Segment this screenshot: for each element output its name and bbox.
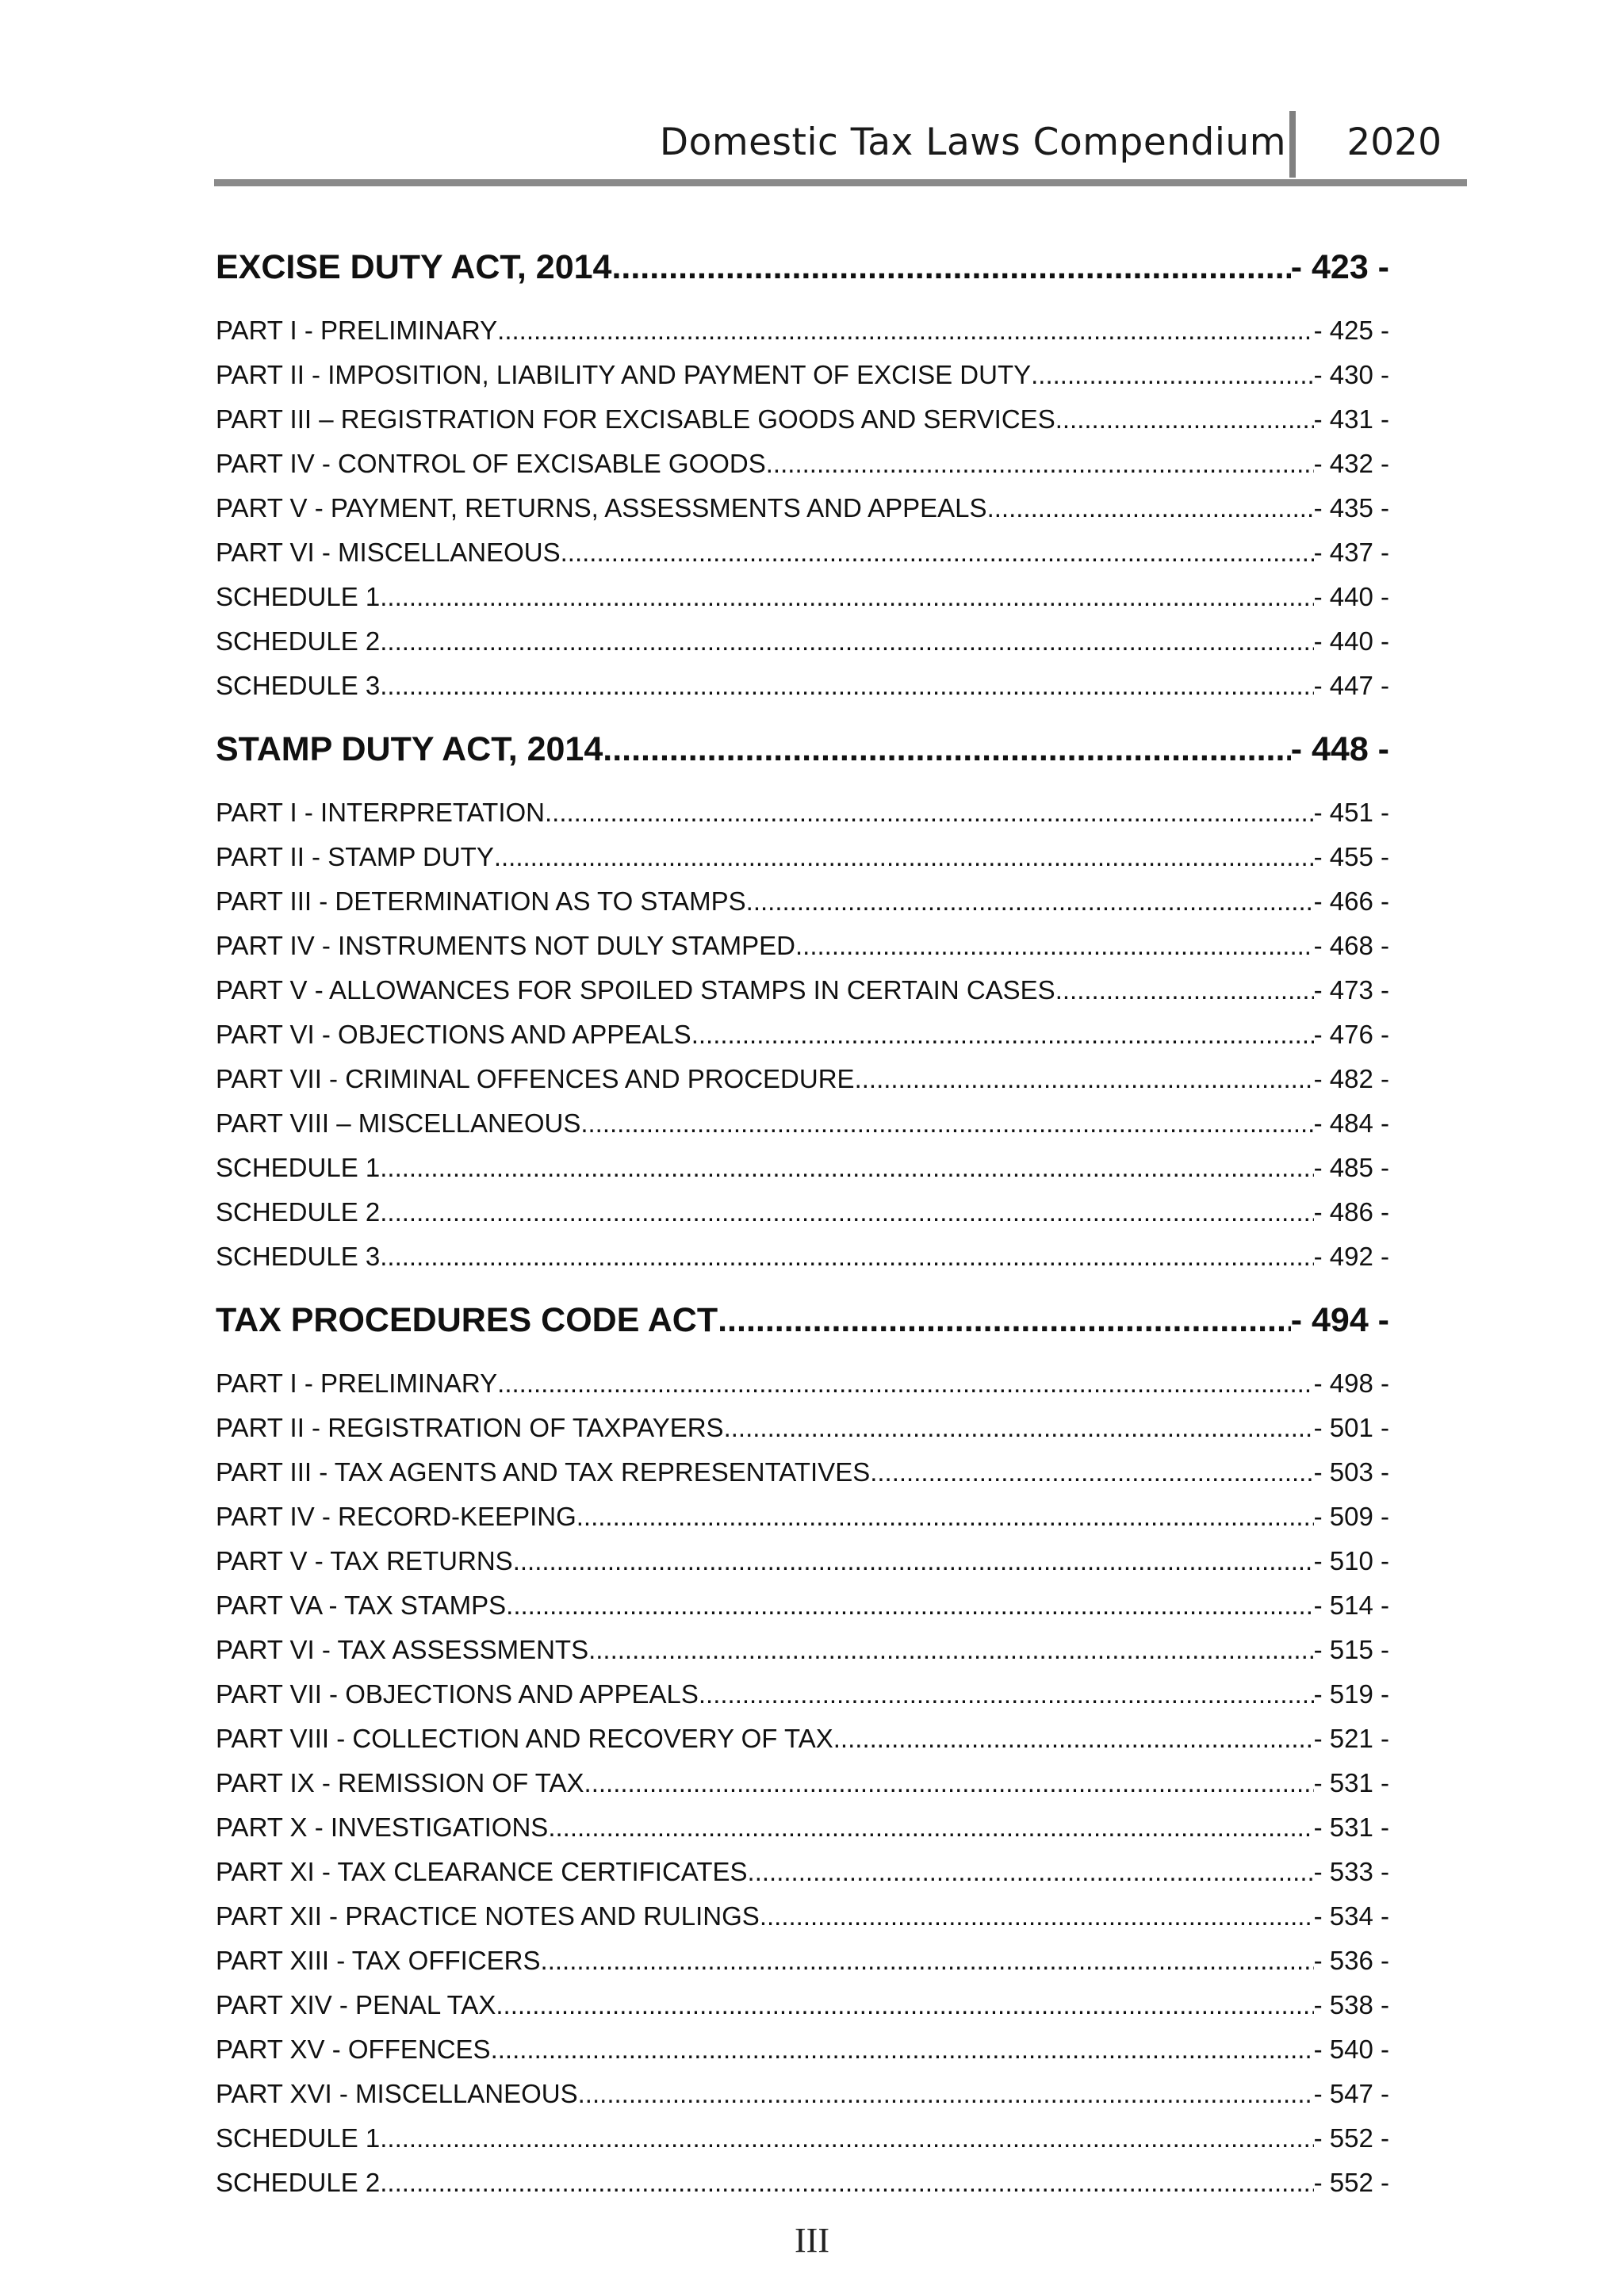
toc-entry[interactable] (216, 1057, 1389, 1101)
toc-entry-title: PART XII - PRACTICE NOTES AND RULINGS (216, 1901, 760, 1931)
toc-entry[interactable] (216, 1983, 1389, 2027)
dot-leader (380, 1190, 1313, 1235)
dot-leader (496, 1983, 1313, 2027)
dot-leader (870, 1450, 1313, 1495)
toc-entry-title: PART XI - TAX CLEARANCE CERTIFICATES (216, 1857, 748, 1886)
toc-entry-page: - 466 - (1313, 886, 1389, 916)
dot-leader (380, 2116, 1313, 2161)
toc-entry-page: - 485 - (1313, 1153, 1389, 1182)
toc-entry-title: PART IV - CONTROL OF EXCISABLE GOODS (216, 449, 766, 478)
dot-leader (578, 2072, 1314, 2116)
dot-leader (699, 1672, 1314, 1717)
toc-entry-page: - 547 - (1313, 2079, 1389, 2108)
toc-entry-title: SCHEDULE 2 (216, 1197, 381, 1227)
toc-entry-title: PART XIII - TAX OFFICERS (216, 1946, 541, 1975)
toc-section-heading[interactable] (216, 1279, 1389, 1361)
toc-entry-page: - 510 - (1313, 1546, 1389, 1575)
dot-leader (603, 708, 1290, 790)
toc-entry[interactable] (216, 1406, 1389, 1450)
toc-entry[interactable] (216, 1013, 1389, 1057)
toc-entry[interactable] (216, 2027, 1389, 2072)
dot-leader (855, 1057, 1314, 1101)
toc-entry-page: - 515 - (1313, 1635, 1389, 1664)
dot-leader (380, 619, 1313, 664)
toc-entry[interactable] (216, 1361, 1389, 1406)
toc-entry-page: - 484 - (1313, 1108, 1389, 1138)
toc-entry-page: - 533 - (1313, 1857, 1389, 1886)
dot-leader (513, 1539, 1314, 1583)
dot-leader (380, 1146, 1313, 1190)
toc-entry[interactable] (216, 1495, 1389, 1539)
dot-leader (588, 1628, 1314, 1672)
dot-leader (760, 1894, 1314, 1939)
toc-entry-title: PART VII - OBJECTIONS AND APPEALS (216, 1679, 699, 1709)
dot-leader (584, 1761, 1314, 1805)
dot-leader (718, 1279, 1291, 1361)
table-of-contents (216, 226, 1389, 2205)
toc-section-heading-title: EXCISE DUTY ACT, 2014 (216, 248, 612, 286)
toc-entry-page: - 447 - (1313, 671, 1389, 700)
dot-leader (497, 308, 1313, 353)
header-rule (214, 179, 1467, 186)
toc-entry-title: PART I - INTERPRETATION (216, 798, 545, 827)
toc-entry-page: - 503 - (1313, 1457, 1389, 1487)
dot-leader (548, 1805, 1313, 1850)
toc-entry-page: - 440 - (1313, 582, 1389, 611)
toc-entry[interactable] (216, 486, 1389, 530)
toc-entry-title: PART III - DETERMINATION AS TO STAMPS (216, 886, 746, 916)
toc-entry[interactable] (216, 1190, 1389, 1235)
toc-entry[interactable] (216, 924, 1389, 968)
dot-leader (987, 486, 1314, 530)
dot-leader (748, 1850, 1314, 1894)
toc-entry[interactable] (216, 575, 1389, 619)
toc-entry-title: PART XVI - MISCELLANEOUS (216, 2079, 578, 2108)
toc-entry[interactable] (216, 1539, 1389, 1583)
toc-entry-page: - 431 - (1313, 404, 1389, 434)
toc-entry-title: SCHEDULE 1 (216, 1153, 381, 1182)
toc-entry-page: - 435 - (1313, 493, 1389, 523)
toc-entry-title: PART I - PRELIMINARY (216, 1369, 498, 1398)
toc-entry-page: - 519 - (1313, 1679, 1389, 1709)
toc-entry[interactable] (216, 664, 1389, 708)
dot-leader (494, 835, 1314, 879)
toc-entry-title: PART II - STAMP DUTY (216, 842, 494, 871)
toc-entry-page: - 531 - (1313, 1813, 1389, 1842)
toc-entry-page: - 473 - (1313, 975, 1389, 1005)
toc-entry-page: - 552 - (1313, 2168, 1389, 2197)
dot-leader (380, 1235, 1313, 1279)
toc-entry-page: - 425 - (1313, 316, 1389, 345)
toc-entry-title: SCHEDULE 3 (216, 671, 381, 700)
toc-entry-page: - 501 - (1313, 1413, 1389, 1442)
toc-entry[interactable] (216, 1235, 1389, 1279)
dot-leader (766, 442, 1314, 486)
toc-entry-title: PART VII - CRIMINAL OFFENCES AND PROCEDURE (216, 1064, 855, 1093)
dot-leader (1055, 397, 1314, 442)
toc-entry-page: - 498 - (1313, 1369, 1389, 1398)
toc-entry-page: - 455 - (1313, 842, 1389, 871)
header-year: 2020 (1346, 121, 1442, 164)
toc-entry[interactable] (216, 1672, 1389, 1717)
toc-entry-title: PART VI - OBJECTIONS AND APPEALS (216, 1020, 691, 1049)
toc-entry[interactable] (216, 1717, 1389, 1761)
toc-entry-title: PART VI - MISCELLANEOUS (216, 538, 561, 567)
toc-entry-page: - 440 - (1313, 626, 1389, 656)
dot-leader (833, 1717, 1314, 1761)
toc-entry[interactable] (216, 835, 1389, 879)
toc-entry-title: PART V - ALLOWANCES FOR SPOILED STAMPS IN CERTAIN CASES (216, 975, 1055, 1005)
header-title: Domestic Tax Laws Compendium (659, 121, 1286, 164)
toc-section-heading-title: STAMP DUTY ACT, 2014 (216, 730, 603, 768)
toc-entry-page: - 451 - (1313, 798, 1389, 827)
toc-section-heading-page: - 448 - (1290, 730, 1389, 768)
toc-entry[interactable] (216, 968, 1389, 1013)
toc-entry[interactable] (216, 1850, 1389, 1894)
toc-entry-title: SCHEDULE 3 (216, 1242, 381, 1271)
toc-entry[interactable] (216, 879, 1389, 924)
dot-leader (691, 1013, 1314, 1057)
dot-leader (1055, 968, 1314, 1013)
toc-entry[interactable] (216, 1583, 1389, 1628)
toc-entry-title: PART V - PAYMENT, RETURNS, ASSESSMENTS AND APPEALS (216, 493, 987, 523)
toc-entry[interactable] (216, 308, 1389, 353)
toc-entry-page: - 534 - (1313, 1901, 1389, 1931)
toc-entry[interactable] (216, 2161, 1389, 2205)
toc-entry[interactable] (216, 1628, 1389, 1672)
toc-entry[interactable] (216, 353, 1389, 397)
toc-entry-title: PART III - TAX AGENTS AND TAX REPRESENTATIVES (216, 1457, 871, 1487)
toc-entry-page: - 482 - (1313, 1064, 1389, 1093)
dot-leader (795, 924, 1314, 968)
toc-entry[interactable] (216, 1805, 1389, 1850)
dot-leader (724, 1406, 1314, 1450)
toc-entry-title: PART V - TAX RETURNS (216, 1546, 513, 1575)
dot-leader (380, 575, 1313, 619)
toc-entry-page: - 514 - (1313, 1591, 1389, 1620)
toc-entry-title: SCHEDULE 1 (216, 582, 381, 611)
toc-entry-title: SCHEDULE 2 (216, 2168, 381, 2197)
toc-section-heading[interactable] (216, 708, 1389, 790)
toc-section-heading-page: - 494 - (1290, 1301, 1389, 1339)
toc-entry[interactable] (216, 2116, 1389, 2161)
dot-leader (380, 664, 1313, 708)
toc-entry[interactable] (216, 1761, 1389, 1805)
toc-entry-title: PART VIII - COLLECTION AND RECOVERY OF TAX (216, 1724, 833, 1753)
toc-entry-title: PART II - REGISTRATION OF TAXPAYERS (216, 1413, 724, 1442)
toc-entry-page: - 536 - (1313, 1946, 1389, 1975)
dot-leader (1031, 353, 1314, 397)
toc-entry-page: - 540 - (1313, 2035, 1389, 2064)
toc-entry-page: - 509 - (1313, 1502, 1389, 1531)
toc-entry[interactable] (216, 1101, 1389, 1146)
dot-leader (545, 790, 1314, 835)
dot-leader (541, 1939, 1314, 1983)
toc-entry-page: - 552 - (1313, 2123, 1389, 2153)
toc-entry[interactable] (216, 530, 1389, 575)
toc-entry-title: SCHEDULE 1 (216, 2123, 381, 2153)
dot-leader (576, 1495, 1314, 1539)
toc-section-heading-page: - 423 - (1290, 248, 1389, 286)
toc-entry[interactable] (216, 397, 1389, 442)
toc-entry-title: PART VI - TAX ASSESSMENTS (216, 1635, 589, 1664)
toc-entry-page: - 538 - (1313, 1990, 1389, 2019)
toc-entry-page: - 521 - (1313, 1724, 1389, 1753)
toc-section-heading[interactable] (216, 226, 1389, 308)
toc-entry-title: PART X - INVESTIGATIONS (216, 1813, 549, 1842)
toc-entry-title: PART IX - REMISSION OF TAX (216, 1768, 584, 1797)
page-header (214, 111, 1467, 190)
toc-section-heading-title: TAX PROCEDURES CODE ACT (216, 1301, 718, 1339)
toc-entry[interactable] (216, 1894, 1389, 1939)
dot-leader (580, 1101, 1313, 1146)
toc-entry-page: - 430 - (1313, 360, 1389, 389)
toc-entry-page: - 531 - (1313, 1768, 1389, 1797)
dot-leader (611, 226, 1290, 308)
dot-leader (506, 1583, 1313, 1628)
toc-entry-page: - 432 - (1313, 449, 1389, 478)
toc-entry[interactable] (216, 1450, 1389, 1495)
dot-leader (497, 1361, 1313, 1406)
toc-entry[interactable] (216, 1939, 1389, 1983)
dot-leader (746, 879, 1314, 924)
header-separator (1289, 111, 1296, 178)
toc-entry-page: - 486 - (1313, 1197, 1389, 1227)
dot-leader (561, 530, 1314, 575)
toc-entry-title: PART IV - RECORD-KEEPING (216, 1502, 576, 1531)
toc-entry[interactable] (216, 790, 1389, 835)
toc-entry-title: PART III – REGISTRATION FOR EXCISABLE GOODS AND SERVICES (216, 404, 1055, 434)
toc-entry[interactable] (216, 619, 1389, 664)
toc-entry-page: - 437 - (1313, 538, 1389, 567)
dot-leader (491, 2027, 1314, 2072)
toc-entry-title: PART I - PRELIMINARY (216, 316, 498, 345)
toc-entry-title: SCHEDULE 2 (216, 626, 381, 656)
toc-entry-page: - 468 - (1313, 931, 1389, 960)
toc-entry-title: PART II - IMPOSITION, LIABILITY AND PAYMENT OF EXCISE DUTY (216, 360, 1032, 389)
toc-entry-title: PART XV - OFFENCES (216, 2035, 491, 2064)
page-number: III (795, 2221, 829, 2260)
toc-entry-title: PART IV - INSTRUMENTS NOT DULY STAMPED (216, 931, 795, 960)
toc-entry-title: PART VIII – MISCELLANEOUS (216, 1108, 581, 1138)
toc-entry[interactable] (216, 442, 1389, 486)
toc-entry-page: - 492 - (1313, 1242, 1389, 1271)
toc-entry[interactable] (216, 2072, 1389, 2116)
toc-entry-page: - 476 - (1313, 1020, 1389, 1049)
dot-leader (380, 2161, 1313, 2205)
toc-entry-title: PART XIV - PENAL TAX (216, 1990, 496, 2019)
toc-entry[interactable] (216, 1146, 1389, 1190)
toc-entry-title: PART VA - TAX STAMPS (216, 1591, 507, 1620)
